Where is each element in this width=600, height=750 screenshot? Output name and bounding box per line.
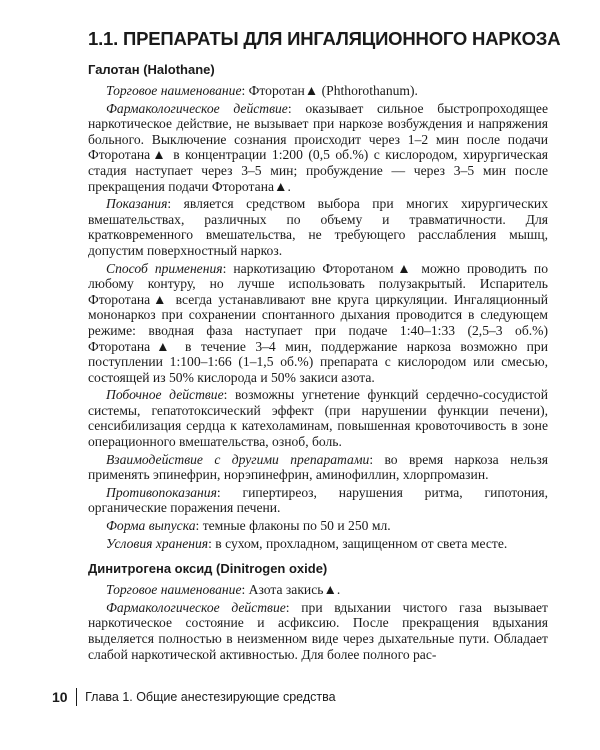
- paragraph-side-effects: [88, 387, 548, 449]
- term-label: Условия хранения: [106, 535, 209, 551]
- paragraph-text: : при вдыхании чистого газа вызывает наркотическое состояние и асфиксию. После прекращения вдыхания выделяется полностью в неизменном виде через дыхательные пути. Обладает слабой наркотической активностью. Для более полного рас-: [88, 599, 548, 662]
- drug-heading-halothane: Галотан (Halothane): [88, 62, 215, 77]
- chapter-title: Глава 1. Общие анестезирующие средства: [85, 690, 336, 704]
- paragraph-text: : Азота закись▲.: [241, 582, 341, 598]
- paragraph-text: : во время наркоза нельзя применять эпинефрин, норэпинефрин, аминофиллин, хлорпромазин.: [88, 451, 548, 483]
- page-footer: [52, 688, 336, 706]
- page-body: [88, 28, 561, 664]
- footer-divider: [76, 688, 78, 706]
- term-label: Побочное действие: [106, 387, 224, 403]
- paragraph-indications: [88, 196, 548, 258]
- term-label: Торговое наименование: [106, 83, 242, 98]
- section-title: 1.1. ПРЕПАРАТЫ ДЛЯ ИНГАЛЯЦИОННОГО НАРКОЗА: [88, 28, 561, 49]
- paragraph-contraindications: [88, 485, 548, 516]
- term-label: Торговое наименование: [106, 582, 242, 598]
- paragraph-text: : темные флаконы по 50 и 250 мл.: [195, 518, 391, 534]
- term-label: Фармакологическое действие: [106, 100, 288, 116]
- term-label: Форма выпуска: [106, 518, 196, 534]
- drug-heading-dinitrogen-oxide: Динитрогена оксид (Dinitrogen oxide): [88, 561, 328, 577]
- paragraph-text: : оказывает сильное быстропроходящее наркотическое действие, не вызывает при наркозе возбуждения и напряжения больного. Выключение сознания происходит через 1–2 мин после подачи Фторотана▲ в концентрации 1:200 (0,5 об.%) с кислородом, хирургическая стадия наступает через 3–5 мин; пробуждение — через 3–5 мин после прекращения подачи Фторотана▲.: [88, 100, 548, 194]
- paragraph-trade-name: [88, 582, 548, 598]
- paragraph-text: : возможны угнетение функций сердечно-сосудистой системы, гепатотоксический эффект (при нарушении функции печени), сенсибилизация сердца к катехоламинам, повышенная кровоточивость в зоне операционного вмешательства, озноб, боль.: [88, 387, 548, 450]
- paragraph-storage: [88, 536, 548, 552]
- paragraph-administration: [88, 261, 548, 386]
- paragraph-pharmacological-action: [88, 101, 548, 195]
- paragraph-text: : в сухом, прохладном, защищенном от света месте.: [208, 535, 508, 551]
- page-number: 10: [52, 689, 68, 705]
- term-label: Показания: [106, 196, 168, 212]
- paragraph-pharmacological-action: [88, 600, 548, 662]
- term-label: Противопоказания: [106, 484, 217, 500]
- paragraph-release-form: [88, 518, 548, 534]
- paragraph-trade-name: [88, 83, 548, 99]
- paragraph-text: : Фторотан▲ (Phthorothanum).: [241, 83, 418, 98]
- term-label: Взаимодействие с другими препаратами: [106, 451, 370, 467]
- paragraph-text: : гипертиреоз, нарушения ритма, гипотония, органические поражения печени.: [88, 484, 548, 516]
- paragraph-text: : является средством выбора при многих хирургических вмешательствах, различных по объему и травматичности. Для кратковременного вмешательства, не требующего расслабления мышц, допустим поверхностный наркоз.: [88, 196, 548, 258]
- term-label: Способ применения: [106, 260, 223, 276]
- paragraph-interactions: [88, 452, 548, 483]
- paragraph-text: : наркотизацию Фторотаном▲ можно проводить по любому контуру, но лучше использовать полузакрытый. Испаритель Фторотана▲ всегда устанавливают вне круга циркуляции. Ингаляционный мононаркоз при сохранении спонтанного дыхания проводится в следующем режиме: вводная фаза наступает при подаче 1:40–1:33 (2,5–3 об.%) Фторотана▲ в течение 3–4 мин, поддержание наркоза возможно при поступлении 1:100–1:66 (1–1,5 об.%) препарата с кислородом или смесью, состоящей из 50% кислорода и 50% закиси азота.: [88, 260, 548, 385]
- term-label: Фармакологическое действие: [106, 599, 286, 615]
